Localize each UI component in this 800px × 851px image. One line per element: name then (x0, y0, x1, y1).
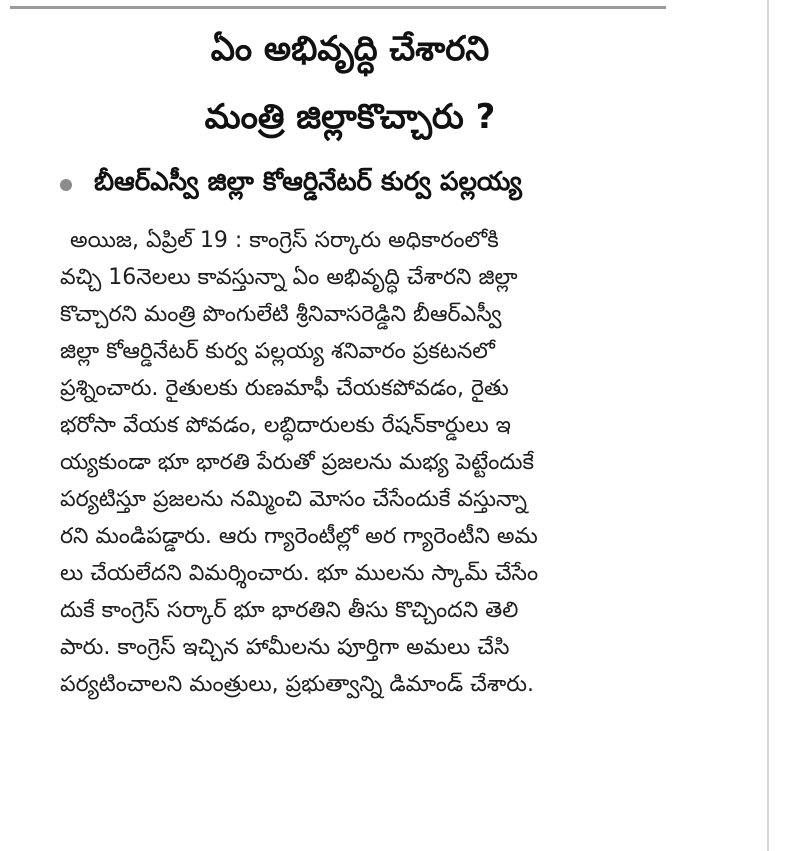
body-line: లు చేయలేదని విమర్శించారు. భూ ములను స్కామ్ చేసేం (60, 561, 539, 586)
body-line: కొచ్చారని మంత్రి పొంగులేటి శ్రీనివాసరెడ్డిని బీఆర్ఎస్వీ (60, 302, 502, 327)
body-line: జిల్లా కోఆర్డినేటర్ కుర్వ పల్లయ్య శనివారం ప్రకటనలో (60, 339, 495, 364)
body-line: ప్రశ్నించారు. రైతులకు రుణమాఫీ చేయకపోవడం, రైతు (60, 376, 509, 401)
body-line: అయిజ, ఏప్రిల్ 19 : కాంగ్రెస్ సర్కారు అధికారంలోకి (70, 228, 499, 253)
subheadline (60, 163, 700, 207)
body-line: దుకే కాంగ్రెస్ సర్కార్ భూ భారతిని తీసు కొచ్చిందని తెలి (60, 598, 519, 623)
body-line: య్యకుండా భూ భారతి పేరుతో ప్రజలను మభ్య పెట్టేందుకే (60, 450, 534, 475)
headline-line-2: మంత్రి జిల్లాకొచ్చారు ? (204, 97, 496, 137)
body-line: పర్యటించాలని మంత్రులు, ప్రభుత్వాన్ని డిమాండ్ చేశారు. (60, 672, 534, 697)
body-line: రని మండిపడ్డారు. ఆరు గ్యారెంటీల్లో అర గ్యారెంటీని అమ (60, 524, 538, 549)
subheadline-text: బీఆర్ఎస్వీ జిల్లా కోఆర్డినేటర్ కుర్వ పల్లయ్య (94, 167, 522, 197)
bullet-icon (60, 179, 72, 191)
body-line: భరోసా వేయక పోవడం, లబ్ధిదారులకు రేషన్‌కార్డులు ఇ (60, 413, 511, 438)
body-line: పారు. కాంగ్రెస్ ఇచ్చిన హామీలను పూర్తిగా అమలు చేసి (60, 635, 510, 660)
right-border (767, 0, 769, 851)
top-divider (10, 6, 666, 9)
article-body (60, 222, 690, 703)
headline-line-1: ఏం అభివృద్ధి చేశారని (210, 29, 490, 69)
body-line: పర్యటిస్తూ ప్రజలను నమ్మించి మోసం చేసేందుకే వస్తున్నా (60, 487, 527, 512)
body-line: వచ్చి 16నెలలు కావస్తున్నా ఏం అభివృద్ధి చేశారని జిల్లా (60, 265, 518, 290)
